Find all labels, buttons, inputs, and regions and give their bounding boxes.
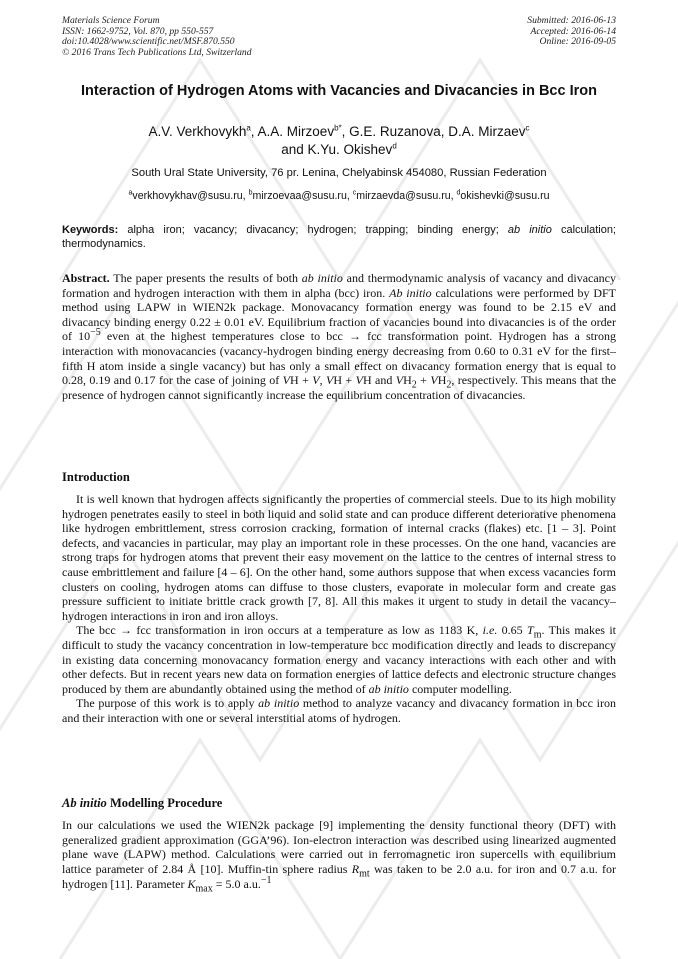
formula-symbol: V bbox=[395, 373, 404, 388]
formula-symbol: V bbox=[430, 373, 438, 388]
paper-title: Interaction of Hydrogen Atoms with Vacancies and Divacancies in Bcc Iron bbox=[81, 83, 597, 99]
heading-italic: Ab initio bbox=[62, 796, 107, 810]
email-link: okishevki@susu.ru bbox=[460, 190, 550, 202]
formula-text: H + bbox=[333, 373, 356, 388]
author-name: A.V. Verkhovykh bbox=[148, 124, 247, 139]
section-heading-introduction: Introduction bbox=[62, 470, 130, 484]
intro-paragraph-1: It is well known that hydrogen affects significantly the properties of commercial steels. Due to its high mobility hydrogen penetrates easily to steel in both liquid and solid state and can produce different deteriorative phenomena like hydrogen embrittlement, stress corrosion cracking, formation of internal cracks (flakes) etc. [1 – 3]. Point defects, and vacancies in particular, may play an important role in these processes. On the one hand, vacancies are strong traps for hydrogen atoms that prevent their easy movement on the lattice to the centres of internal stress to cause embrittlement and failure [4 – 6]. On the other hand, some authors suppose that when excess vacancies form clusters on cooling, hydrogen atoms can diffuse to those clusters, evaporate in molecular form and create gas pressure sufficient to initiate brittle crack growth [7, 8]. All this makes it urgent to study in detail the vacancy–hydrogen interactions in iron and iron alloys. bbox=[62, 492, 616, 623]
intro-text: computer modelling. bbox=[408, 681, 512, 696]
modelling-text: was taken to be 2.0 a.u. for iron and 0.7 a.u. for hydrogen [11]. Parameter bbox=[62, 862, 616, 891]
author-name: G.E. Ruzanova bbox=[349, 124, 441, 139]
header-dates bbox=[527, 16, 616, 48]
intro-symbol: T bbox=[527, 623, 534, 638]
intro-text: i.e. bbox=[482, 623, 498, 638]
header-accepted: Accepted: 2016-06-14 bbox=[530, 25, 616, 37]
keywords-label: Keywords: bbox=[62, 224, 119, 236]
author-affil-mark: d bbox=[392, 141, 397, 151]
email-mark: c bbox=[352, 189, 357, 197]
header-issn: ISSN: 1662-9752, Vol. 870, pp 550-557 bbox=[62, 25, 214, 37]
abstract-text: even at the highest temperatures close to bcc → fcc transformation point. Hydrogen has a strong interaction with monovacancies (vacancy-hydrogen binding energy decreasing from 0.60 to 0.31 eV for the first–fifth H atom inside a single vacancy) but has only a small effect on divacancy formation energy that is equal to 0.28, 0.19 and 0.17 for the case of joining of bbox=[62, 329, 616, 388]
email-mark: b bbox=[248, 189, 253, 197]
modelling-subscript: max bbox=[195, 883, 213, 895]
intro-text: ab initio bbox=[258, 696, 300, 711]
formula-symbol: V bbox=[355, 373, 363, 388]
intro-text: 0.65 bbox=[497, 623, 528, 638]
affiliation: South Ural State University, 76 pr. Lenina, Chelyabinsk 454080, Russian Federation bbox=[131, 167, 547, 179]
formula-subscript: 2 bbox=[411, 379, 417, 391]
section-heading-modelling bbox=[62, 796, 222, 811]
intro-text: . This makes it difficult to study the vacancy concentration in low-temperature bcc modification directly and leads to discrepancy in existing data concerning monovacancy formation energy and vacancy interactions with each other and with other defects. But in recent years new data on formation energies of lattice defects and electronic structure changes produced by them are abundantly obtained using the method of bbox=[62, 623, 616, 696]
formula-symbol: V bbox=[282, 373, 291, 388]
modelling-text: = 5.0 a.u. bbox=[212, 876, 261, 891]
abstract-text: Ab initio bbox=[389, 285, 432, 300]
header-online: Online: 2016-09-05 bbox=[539, 36, 616, 48]
author-conjunction: and bbox=[281, 142, 304, 157]
modelling-body bbox=[62, 818, 616, 895]
author-name: A.A. Mirzoev bbox=[257, 124, 335, 139]
formula-text: H bbox=[403, 373, 412, 388]
intro-text: The bcc → fcc transformation in iron occurs at a temperature as low as 1183 K, bbox=[76, 623, 483, 638]
abstract-text: , respectively. This means that the presence of hydrogen cannot significantly increase the equilibrium concentration of divacancies. bbox=[62, 373, 617, 402]
intro-text: method to analyze vacancy and divacancy formation in bcc iron and their interaction with one or several interstitial atoms of hydrogen. bbox=[62, 696, 616, 725]
header-submitted: Submitted: 2016-06-13 bbox=[527, 15, 616, 26]
author-affil-mark: b* bbox=[334, 123, 342, 133]
email-link: mirzoevaa@susu.ru, bbox=[252, 190, 350, 202]
header-publication-info bbox=[62, 16, 252, 58]
abstract-label: Abstract. bbox=[62, 271, 110, 285]
modelling-superscript: −1 bbox=[260, 874, 272, 886]
abstract-text: ab initio bbox=[301, 271, 343, 285]
modelling-text: In our calculations we used the WIEN2k package [9] implementing the density functional theory (DFT) with generalized gradient approximation (GGA’96). Ion-electron interaction was described using linearized augmented plane wave (LAPW) method. Calculations were carried out in ferromagnetic iron supercells with equilibrium lattice parameter of 2.84 Å [10]. Muffin-tin sphere radius bbox=[62, 818, 616, 877]
intro-paragraph-2 bbox=[62, 623, 616, 696]
intro-subscript: m bbox=[533, 629, 542, 641]
intro-paragraph-3 bbox=[62, 696, 616, 725]
email-mark: a bbox=[128, 189, 133, 197]
heading-text: Modelling Procedure bbox=[106, 796, 223, 810]
author-name: D.A. Mirzaev bbox=[448, 124, 526, 139]
author-affil-mark: c bbox=[525, 123, 530, 133]
author-list: A.V. Verkhovykh$^a$, A.A. Mirzoev$^{b*}$, G.E. Ruzanova, D.A. Mirzaev$^c$ and K.Yu. Okishev$^d$ bbox=[148, 123, 530, 157]
introduction-body bbox=[62, 492, 616, 726]
email-mark: d bbox=[456, 189, 461, 197]
header-copyright: © 2016 Trans Tech Publications Ltd, Switzerland bbox=[62, 46, 252, 58]
abstract-text: and thermodynamic analysis of vacancy and divacancy formation and hydrogen interaction with them in alpha (bcc) iron. bbox=[62, 271, 617, 300]
intro-text: The purpose of this work is to apply bbox=[76, 696, 259, 711]
header-doi: doi:10.4028/www.scientific.net/MSF.870.550 bbox=[62, 36, 235, 48]
formula-text: + bbox=[416, 373, 431, 388]
abstract-text: The paper presents the results of both bbox=[109, 271, 302, 285]
header-journal-name: Materials Science Forum bbox=[62, 15, 160, 26]
email-link: mirzaevda@susu.ru, bbox=[356, 190, 454, 202]
intro-text: ab initio bbox=[368, 681, 409, 696]
formula-text: H and bbox=[362, 373, 396, 388]
formula-text: H bbox=[437, 373, 447, 388]
modelling-subscript: mt bbox=[359, 868, 370, 880]
author-name: K.Yu. Okishev bbox=[307, 142, 393, 157]
author-affil-mark: a bbox=[246, 123, 251, 133]
keywords-text: alpha iron; vacancy; divacancy; hydrogen; trapping; binding energy; bbox=[118, 224, 508, 236]
formula-text: H + bbox=[290, 373, 313, 388]
formula-symbol: V bbox=[312, 373, 320, 388]
modelling-symbol: R bbox=[351, 862, 360, 877]
email-link: verkhovykhav@susu.ru, bbox=[132, 190, 246, 202]
keywords-text: ab initio bbox=[507, 224, 552, 236]
formula-text: , bbox=[319, 373, 327, 388]
modelling-symbol: K bbox=[187, 876, 196, 891]
keywords-text: calculation; thermodynamics. bbox=[62, 224, 616, 250]
keywords bbox=[62, 223, 616, 251]
formula-subscript: 2 bbox=[446, 379, 452, 391]
abstract-text: calculations were performed by DFT method using LAPW in WIEN2k package. Monovacancy formation energy was found to be 2.15 eV and divacancy binding energy 0.22 ± 0.01 eV. Equilibrium fraction of vacancies bound into divacancies is of the order of 10 bbox=[62, 285, 617, 344]
abstract bbox=[62, 271, 616, 402]
author-emails bbox=[62, 189, 616, 203]
formula-symbol: V bbox=[326, 373, 334, 388]
abstract-exponent: −5 bbox=[90, 327, 101, 339]
